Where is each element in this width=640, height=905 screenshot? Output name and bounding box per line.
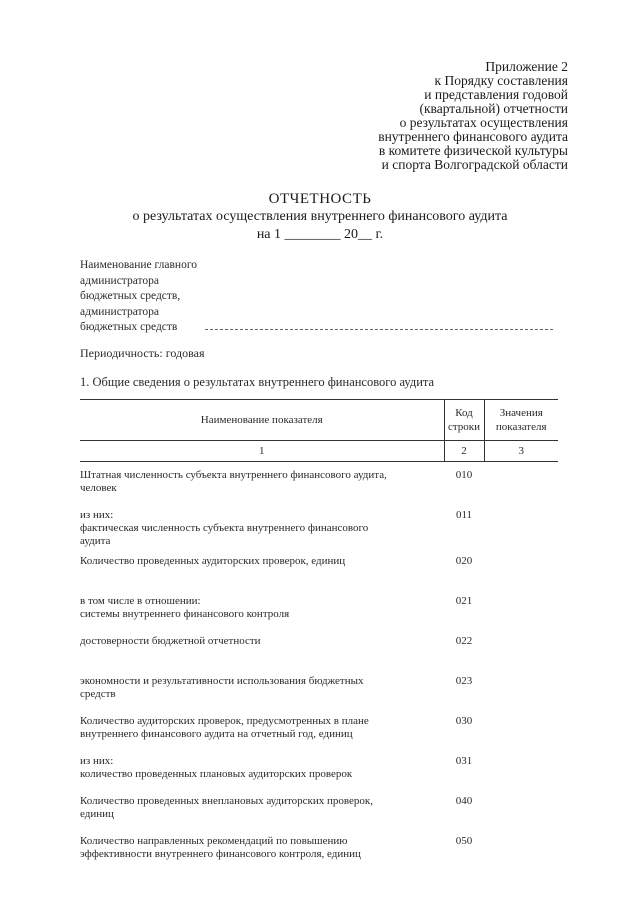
header-code-l1: Код [455,407,473,419]
appendix-line: Приложение 2 [485,59,568,74]
row-text: аудита [80,534,111,547]
row-value [484,708,558,748]
row-code: 022 [455,634,473,647]
table-row [80,588,558,628]
col-number: 1 [80,441,444,462]
appendix-line: о результатах осуществления [399,115,568,130]
row-text: достоверности бюджетной отчетности [80,634,261,647]
row-text: внутреннего финансового аудита на отчетный год, единиц [80,727,353,740]
row-value [484,628,558,668]
row-name [80,748,444,788]
row-text: Штатная численность субъекта внутреннего финансового аудита, [80,469,387,481]
appendix-line: внутреннего финансового аудита [378,129,568,144]
row-code: 010 [455,469,473,481]
row-text: из них: [80,754,114,767]
table-row [80,628,558,668]
table-row [80,668,558,708]
table-row [80,502,558,548]
admin-fill-line [205,329,553,330]
row-name [80,828,444,868]
row-value [484,748,558,788]
row-code: 021 [455,594,473,607]
header-value [484,400,558,441]
section-title: 1. Общие сведения о результатах внутреннего финансового аудита [80,375,435,389]
header-code-l2: строки [447,421,481,433]
admin-line: администратора [80,305,160,318]
row-name [80,502,444,548]
col-number: 2 [444,441,484,462]
appendix-line: и спорта Волгоградской области [381,157,568,172]
row-text: Количество направленных рекомендаций по повышению [80,834,348,847]
table-row [80,708,558,748]
row-name [80,668,444,708]
table-row [80,788,558,828]
row-text: системы внутреннего финансового контроля [80,607,290,620]
row-name [80,628,444,668]
row-name [80,588,444,628]
row-text: человек [80,482,117,494]
row-code: 020 [455,554,473,567]
row-text: средств [80,687,116,700]
header-name: Наименование показателя [80,400,444,441]
title-date-line: на 1 ________ 20__ г. [256,227,384,242]
header-code [444,400,484,441]
table-header-row [80,400,558,441]
table-row [80,548,558,588]
periodicity: Периодичность: годовая [80,346,205,360]
appendix-line: (квартальной) отчетности [419,101,568,116]
admin-line: Наименование главного [80,259,198,271]
column-number-row [80,441,558,462]
row-value [484,502,558,548]
row-value [484,788,558,828]
row-text: Количество проведенных аудиторских проверок, единиц [80,554,346,567]
title-subtitle: о результатах осуществления внутреннего финансового аудита [132,209,508,224]
report-table [80,399,558,868]
row-text: Количество аудиторских проверок, предусмотренных в плане [80,714,369,727]
row-value [484,828,558,868]
row-code: 040 [455,794,473,807]
row-code: 050 [455,834,473,847]
appendix-line: в комитете физической культуры [378,143,568,158]
row-text: Количество проведенных внеплановых аудиторских проверок, [80,794,373,807]
row-code: 023 [455,674,473,687]
row-value [484,668,558,708]
row-value [484,588,558,628]
row-code: 031 [455,754,473,767]
admin-line: бюджетных средств, [80,290,181,302]
document-title [0,190,640,244]
row-code: 030 [455,714,473,727]
row-text: из них: [80,508,114,521]
table-row [80,828,558,868]
appendix-header [248,60,568,172]
col-number: 3 [484,441,558,462]
admin-line: администратора [80,274,160,287]
row-text: фактическая численность субъекта внутреннего финансового [80,521,369,534]
admin-block [80,258,197,336]
header-value-l2: показателя [495,421,547,433]
row-text: эффективности внутреннего финансового контроля, единиц [80,847,361,860]
row-code: 011 [455,508,473,521]
appendix-line: и представления годовой [424,87,568,102]
row-text: в том числе в отношении: [80,594,201,607]
title-main: ОТЧЕТНОСТЬ [268,191,372,207]
row-text: экономности и результативности использования бюджетных [80,674,364,687]
row-name [80,548,444,588]
row-name [80,708,444,748]
appendix-line: к Порядку составления [434,73,568,88]
row-name [80,788,444,828]
row-text: количество проведенных плановых аудиторских проверок [80,767,353,780]
row-value [484,462,558,502]
row-text: единиц [80,807,114,820]
table-row [80,748,558,788]
header-value-l1: Значения [499,407,543,419]
admin-line: бюджетных средств [80,321,178,333]
row-value [484,548,558,588]
row-name [80,462,444,502]
table-row [80,462,558,502]
